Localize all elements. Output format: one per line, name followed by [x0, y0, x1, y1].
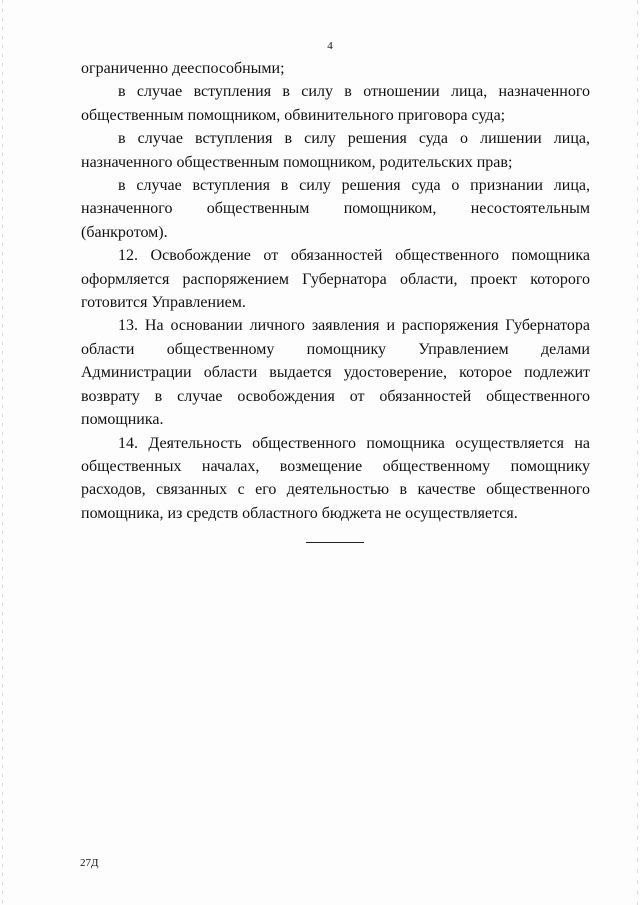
- scan-edge-right: [637, 0, 638, 905]
- text-line: назначенного общественным помощником, родительских прав;: [81, 153, 513, 171]
- text-line: 12. Освобождение от обязанностей общественного помощника: [118, 247, 590, 265]
- text-line: области общественному помощнику Управлением делами: [81, 340, 590, 358]
- footer-document-code: 27Д: [80, 857, 99, 869]
- text-line: 13. На основании личного заявления и распоряжения Губернатора: [118, 317, 590, 335]
- text-line: расходов, связанных с его деятельностью в качестве общественного: [81, 481, 590, 499]
- text-line: в случае вступления в силу в отношении лица, назначенного: [118, 83, 590, 101]
- text-line: (банкротом).: [81, 223, 168, 241]
- text-line: общественным помощником, обвинительного приговора суда;: [81, 106, 506, 124]
- page-number: 4: [327, 40, 333, 52]
- text-line: в случае вступления в силу решения суда о лишении лица,: [118, 130, 590, 148]
- text-line: в случае вступления в силу решения суда о признании лица,: [118, 177, 590, 195]
- body-text: [81, 57, 590, 525]
- text-line: общественных началах, возмещение общественному помощнику: [81, 457, 590, 475]
- scan-edge-left: [2, 0, 3, 905]
- text-line: назначенного общественным помощником, несостоятельным: [81, 200, 590, 218]
- text-line: ограниченно дееспособными;: [81, 60, 285, 77]
- text-line: оформляется распоряжением Губернатора области, проект которого: [81, 270, 590, 288]
- text-line: помощника.: [81, 411, 164, 429]
- text-line: готовится Управлением.: [81, 294, 246, 312]
- text-line: возврату в случае освобождения от обязанностей общественного: [81, 387, 590, 405]
- text-line: помощника, из средств областного бюджета не осуществляется.: [81, 504, 518, 522]
- text-line: Администрации области выдается удостоверение, которое подлежит: [81, 364, 590, 382]
- text-line: 14. Деятельность общественного помощника осуществляется на: [118, 434, 590, 452]
- end-divider-line: [306, 542, 364, 543]
